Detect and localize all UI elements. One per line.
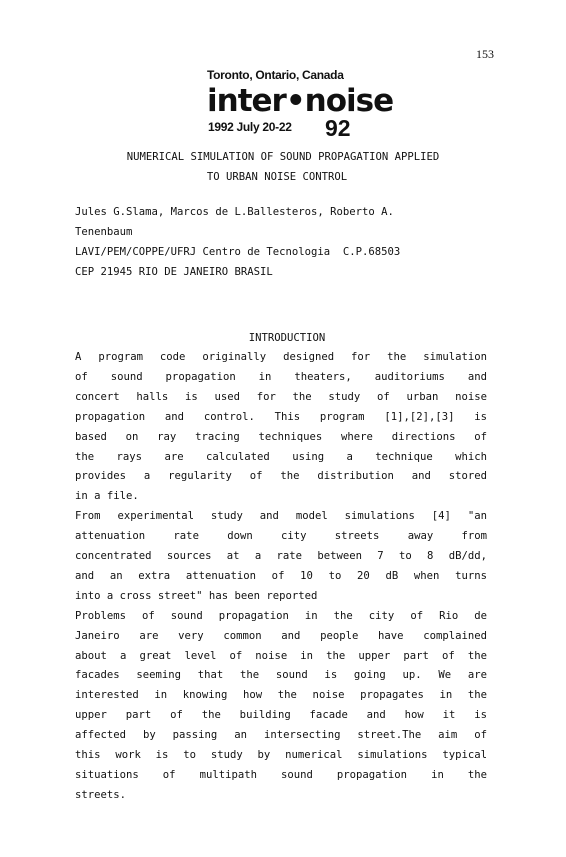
affiliation-line-1: LAVI/PEM/COPPE/UFRJ Centro de Tecnologia C.P.68503 — [75, 246, 401, 258]
conference-year: 92 — [325, 115, 351, 141]
body-line: in a file. — [75, 490, 139, 503]
body-line: into a cross street" has been reported — [75, 589, 318, 602]
authors-line-2: Tenenbaum — [75, 226, 133, 238]
body-line: Janeiro are very common and people have complained — [75, 629, 487, 642]
body-line: concentrated sources at a rate between 7 to 8 dB/dd, — [75, 550, 487, 562]
body-line: and an extra attenuation of 10 to 20 dB when turns — [75, 569, 487, 582]
body-line: facades seeming that the sound is going up. We are — [75, 669, 487, 682]
body-line: of sound propagation in theaters, auditoriums and — [75, 370, 487, 383]
body-line: upper part of the building facade and how it is — [75, 709, 487, 722]
body-line: this work is to study by numerical simulations typical — [75, 749, 487, 761]
body-line: From experimental study and model simulations [4] "an — [75, 510, 487, 523]
body-line: attenuation rate down city streets away from — [75, 530, 487, 543]
conference-location: Toronto, Ontario, Canada — [207, 68, 344, 82]
body-line: concert halls is used for the study of urban noise — [75, 390, 487, 403]
conference-date-row — [207, 115, 367, 141]
conference-date: 1992 July 20-22 — [208, 120, 292, 134]
paper-title-line-1: NUMERICAL SIMULATION OF SOUND PROPAGATION APPLIED — [126, 151, 440, 163]
body-line: about a great level of noise in the upper part of the — [75, 649, 487, 662]
page-number: 153 — [476, 47, 494, 61]
body-line: based on ray tracing techniques where directions of — [75, 430, 487, 443]
body-line: Problems of sound propagation in the city of Rio de — [75, 609, 487, 622]
body-line: affected by passing an intersecting street.The aim of — [75, 729, 487, 742]
section-heading: INTRODUCTION — [248, 332, 326, 344]
body-line: A program code originally designed for the simulation — [75, 351, 487, 363]
body-line: interested in knowing how the noise propagates in the — [75, 689, 487, 702]
body-line: propagation and control. This program [1],[2],[3] is — [75, 410, 487, 423]
body-line: the rays are calculated using a technique which — [75, 450, 487, 463]
body-line: streets. — [75, 788, 127, 801]
conference-logo: inter•noise — [207, 83, 394, 119]
affiliation-line-2: CEP 21945 RIO DE JANEIRO BRASIL — [75, 266, 273, 278]
authors-line-1: Jules G.Slama, Marcos de L.Ballesteros, Roberto A. — [75, 206, 394, 218]
conference-header — [207, 68, 394, 141]
body-line: situations of multipath sound propagation in the — [75, 768, 487, 781]
body-line: provides a regularity of the distribution and stored — [75, 470, 487, 483]
paper-title-line-2: TO URBAN NOISE CONTROL — [206, 171, 348, 183]
